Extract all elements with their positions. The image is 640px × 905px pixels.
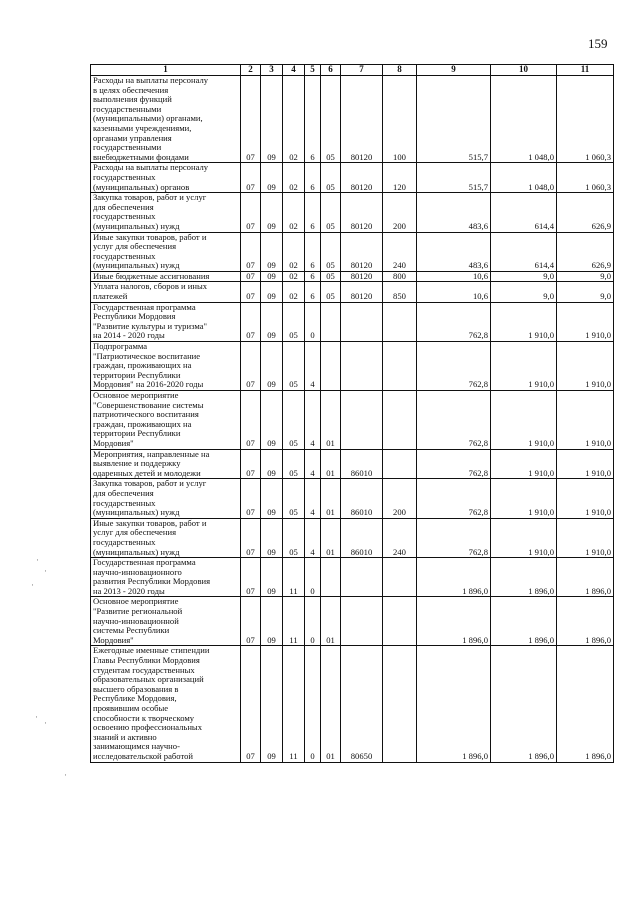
col-10-cell: 1 896,0 [491, 597, 557, 646]
col-9-cell: 762,8 [417, 518, 491, 557]
col-6-cell: 01 [321, 597, 341, 646]
col-7-cell: 80120 [341, 193, 383, 232]
col-3-cell: 09 [261, 193, 283, 232]
col-9-cell: 10,6 [417, 282, 491, 302]
col-8-cell [383, 302, 417, 341]
col-4-cell: 11 [283, 558, 305, 597]
col-5-cell: 0 [305, 597, 321, 646]
col-3-cell: 09 [261, 342, 283, 391]
col-4-cell: 11 [283, 646, 305, 762]
col-8-cell: 800 [383, 271, 417, 282]
col-10-cell: 1 048,0 [491, 76, 557, 163]
col-4-cell: 02 [283, 76, 305, 163]
col-3-cell: 09 [261, 282, 283, 302]
col-8-cell [383, 597, 417, 646]
col-9-cell: 10,6 [417, 271, 491, 282]
col-3-cell: 09 [261, 232, 283, 271]
col-6-cell [321, 302, 341, 341]
row-name-cell: Закупка товаров, работ и услуг для обеспечения государственных (муниципальных) нужд [91, 193, 241, 232]
col-2-cell: 07 [241, 646, 261, 762]
col-3-cell: 09 [261, 597, 283, 646]
col-10-cell: 1 910,0 [491, 342, 557, 391]
col-7-cell [341, 558, 383, 597]
col-5-cell: 4 [305, 479, 321, 518]
table-row [91, 449, 614, 479]
col-10-cell: 9,0 [491, 271, 557, 282]
budget-table [90, 64, 614, 763]
col-6-cell: 05 [321, 282, 341, 302]
col-8-cell [383, 391, 417, 450]
col-6-cell: 01 [321, 518, 341, 557]
page-number: 159 [588, 36, 608, 51]
col-10-cell: 1 910,0 [491, 479, 557, 518]
table-row [91, 271, 614, 282]
col-5-cell: 6 [305, 76, 321, 163]
col-5-cell: 4 [305, 518, 321, 557]
col-7-cell: 80120 [341, 76, 383, 163]
col-5-cell: 6 [305, 271, 321, 282]
col-6-cell: 05 [321, 76, 341, 163]
col-11-cell: 1 910,0 [557, 391, 614, 450]
col-2-cell: 07 [241, 518, 261, 557]
col-8-cell [383, 646, 417, 762]
table-row [91, 597, 614, 646]
row-name-cell: Расходы на выплаты персоналу государственных (муниципальных) органов [91, 163, 241, 193]
col-11-cell: 1 910,0 [557, 479, 614, 518]
col-10-cell: 9,0 [491, 282, 557, 302]
col-8-cell [383, 558, 417, 597]
col-2-cell: 07 [241, 76, 261, 163]
col-6-cell: 01 [321, 646, 341, 762]
col-7-cell: 86010 [341, 479, 383, 518]
col-9-cell: 762,8 [417, 391, 491, 450]
col-8-cell [383, 449, 417, 479]
col-11-cell: 1 910,0 [557, 449, 614, 479]
column-header-9: 9 [417, 65, 491, 76]
col-9-cell: 1 896,0 [417, 646, 491, 762]
row-name-cell: Подпрограмма "Патриотическое воспитание граждан, проживающих на территории Республики Мордовия" на 2016-2020 годы [91, 342, 241, 391]
col-11-cell: 9,0 [557, 282, 614, 302]
col-11-cell: 1 910,0 [557, 518, 614, 557]
col-6-cell [321, 342, 341, 391]
column-header-1: 1 [91, 65, 241, 76]
col-6-cell: 05 [321, 163, 341, 193]
col-5-cell: 4 [305, 342, 321, 391]
col-4-cell: 02 [283, 232, 305, 271]
col-7-cell: 86010 [341, 449, 383, 479]
col-7-cell: 86010 [341, 518, 383, 557]
table-row [91, 391, 614, 450]
col-9-cell: 762,8 [417, 449, 491, 479]
column-header-11: 11 [557, 65, 614, 76]
col-11-cell: 1 896,0 [557, 597, 614, 646]
col-8-cell: 200 [383, 193, 417, 232]
col-7-cell: 80120 [341, 282, 383, 302]
col-10-cell: 1 910,0 [491, 518, 557, 557]
col-11-cell: 1 910,0 [557, 342, 614, 391]
col-4-cell: 02 [283, 271, 305, 282]
col-8-cell [383, 342, 417, 391]
col-7-cell: 80120 [341, 271, 383, 282]
col-7-cell [341, 391, 383, 450]
col-2-cell: 07 [241, 232, 261, 271]
column-header-3: 3 [261, 65, 283, 76]
col-6-cell [321, 558, 341, 597]
col-5-cell: 6 [305, 163, 321, 193]
row-name-cell: Иные закупки товаров, работ и услуг для обеспечения государственных (муниципальных) нужд [91, 232, 241, 271]
row-name-cell: Закупка товаров, работ и услуг для обеспечения государственных (муниципальных) нужд [91, 479, 241, 518]
col-9-cell: 515,7 [417, 76, 491, 163]
col-3-cell: 09 [261, 518, 283, 557]
column-header-5: 5 [305, 65, 321, 76]
col-2-cell: 07 [241, 342, 261, 391]
col-10-cell: 1 910,0 [491, 302, 557, 341]
col-11-cell: 1 896,0 [557, 558, 614, 597]
row-name-cell: Иные закупки товаров, работ и услуг для обеспечения государственных (муниципальных) нужд [91, 518, 241, 557]
row-name-cell: Расходы на выплаты персоналу в целях обеспечения выполнения функций государственными (муниципальными) органами, казенными учреждениями, органами управления государственными внебюджетными фондами [91, 76, 241, 163]
table-row [91, 163, 614, 193]
col-10-cell: 1 910,0 [491, 391, 557, 450]
table-header-row [91, 65, 614, 76]
column-header-7: 7 [341, 65, 383, 76]
col-5-cell: 4 [305, 449, 321, 479]
col-5-cell: 0 [305, 302, 321, 341]
col-9-cell: 515,7 [417, 163, 491, 193]
col-6-cell: 05 [321, 232, 341, 271]
row-name-cell: Иные бюджетные ассигнования [91, 271, 241, 282]
table-row [91, 193, 614, 232]
col-9-cell: 483,6 [417, 193, 491, 232]
col-2-cell: 07 [241, 391, 261, 450]
col-7-cell: 80650 [341, 646, 383, 762]
col-10-cell: 614,4 [491, 232, 557, 271]
col-3-cell: 09 [261, 391, 283, 450]
col-2-cell: 07 [241, 449, 261, 479]
col-2-cell: 07 [241, 271, 261, 282]
col-11-cell: 1 060,3 [557, 163, 614, 193]
row-name-cell: Основное мероприятие "Развитие региональной научно-инновационной системы Республики Мордовия" [91, 597, 241, 646]
col-2-cell: 07 [241, 558, 261, 597]
row-name-cell: Государственная программа Республики Мордовия "Развитие культуры и туризма" на 2014 - 2020 годы [91, 302, 241, 341]
col-4-cell: 05 [283, 449, 305, 479]
col-7-cell: 80120 [341, 232, 383, 271]
col-10-cell: 1 910,0 [491, 449, 557, 479]
col-8-cell: 200 [383, 479, 417, 518]
col-2-cell: 07 [241, 597, 261, 646]
column-header-2: 2 [241, 65, 261, 76]
col-9-cell: 762,8 [417, 342, 491, 391]
column-header-6: 6 [321, 65, 341, 76]
col-3-cell: 09 [261, 271, 283, 282]
row-name-cell: Уплата налогов, сборов и иных платежей [91, 282, 241, 302]
col-2-cell: 07 [241, 193, 261, 232]
col-4-cell: 02 [283, 193, 305, 232]
col-2-cell: 07 [241, 302, 261, 341]
col-11-cell: 1 060,3 [557, 76, 614, 163]
col-8-cell: 120 [383, 163, 417, 193]
table-row [91, 558, 614, 597]
row-name-cell: Основное мероприятие "Совершенствование системы патриотического воспитания граждан, проживающих на территории Республики Мордовия" [91, 391, 241, 450]
column-header-10: 10 [491, 65, 557, 76]
col-4-cell: 05 [283, 518, 305, 557]
col-8-cell: 850 [383, 282, 417, 302]
row-name-cell: Мероприятия, направленные на выявление и поддержку одаренных детей и молодежи [91, 449, 241, 479]
table-row [91, 342, 614, 391]
col-6-cell: 01 [321, 449, 341, 479]
col-6-cell: 05 [321, 271, 341, 282]
col-7-cell [341, 597, 383, 646]
col-4-cell: 05 [283, 302, 305, 341]
col-8-cell: 100 [383, 76, 417, 163]
col-6-cell: 05 [321, 193, 341, 232]
table-row [91, 232, 614, 271]
column-header-4: 4 [283, 65, 305, 76]
col-11-cell: 626,9 [557, 232, 614, 271]
col-5-cell: 6 [305, 282, 321, 302]
col-5-cell: 6 [305, 193, 321, 232]
col-3-cell: 09 [261, 479, 283, 518]
row-name-cell: Ежегодные именные стипендии Главы Республики Мордовия студентам государственных образовательных организаций высшего образования в Республике Мордовия, проявившим особые способности к творческому освоению профессиональных знаний и активно занимающимся научно- исследовательской работой [91, 646, 241, 762]
col-2-cell: 07 [241, 479, 261, 518]
column-header-8: 8 [383, 65, 417, 76]
col-8-cell: 240 [383, 232, 417, 271]
col-9-cell: 1 896,0 [417, 558, 491, 597]
col-10-cell: 1 048,0 [491, 163, 557, 193]
col-7-cell [341, 302, 383, 341]
table-row [91, 282, 614, 302]
col-5-cell: 0 [305, 646, 321, 762]
col-5-cell: 4 [305, 391, 321, 450]
col-10-cell: 614,4 [491, 193, 557, 232]
col-2-cell: 07 [241, 282, 261, 302]
table-row [91, 302, 614, 341]
col-9-cell: 483,6 [417, 232, 491, 271]
col-6-cell: 01 [321, 391, 341, 450]
col-11-cell: 1 896,0 [557, 646, 614, 762]
col-10-cell: 1 896,0 [491, 558, 557, 597]
col-11-cell: 626,9 [557, 193, 614, 232]
col-2-cell: 07 [241, 163, 261, 193]
col-3-cell: 09 [261, 558, 283, 597]
col-6-cell: 01 [321, 479, 341, 518]
col-3-cell: 09 [261, 449, 283, 479]
col-4-cell: 11 [283, 597, 305, 646]
col-7-cell [341, 342, 383, 391]
col-4-cell: 05 [283, 391, 305, 450]
col-4-cell: 05 [283, 479, 305, 518]
col-4-cell: 05 [283, 342, 305, 391]
col-7-cell: 80120 [341, 163, 383, 193]
col-3-cell: 09 [261, 646, 283, 762]
col-11-cell: 1 910,0 [557, 302, 614, 341]
col-8-cell: 240 [383, 518, 417, 557]
col-3-cell: 09 [261, 76, 283, 163]
row-name-cell: Государственная программа научно-инновационного развития Республики Мордовия на 2013 - 2020 годы [91, 558, 241, 597]
col-11-cell: 9,0 [557, 271, 614, 282]
col-9-cell: 762,8 [417, 479, 491, 518]
col-3-cell: 09 [261, 302, 283, 341]
col-5-cell: 0 [305, 558, 321, 597]
table-row [91, 646, 614, 762]
table-row [91, 518, 614, 557]
col-4-cell: 02 [283, 163, 305, 193]
col-9-cell: 762,8 [417, 302, 491, 341]
col-3-cell: 09 [261, 163, 283, 193]
col-9-cell: 1 896,0 [417, 597, 491, 646]
col-4-cell: 02 [283, 282, 305, 302]
col-5-cell: 6 [305, 232, 321, 271]
col-10-cell: 1 896,0 [491, 646, 557, 762]
table-row [91, 479, 614, 518]
table-row [91, 76, 614, 163]
